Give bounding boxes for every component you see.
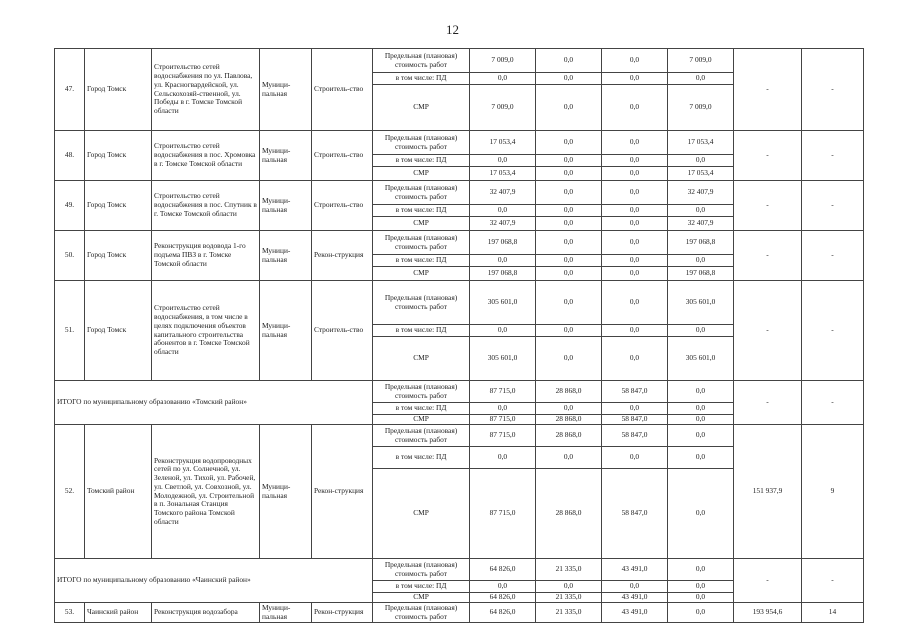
cost-label-smr: СМР (373, 337, 470, 381)
total-value: 7 009,0 (470, 49, 536, 73)
count-cell: 9 (802, 425, 864, 559)
pd-value: 0,0 (668, 73, 734, 85)
smr-value: 58 847,0 (602, 469, 668, 559)
power-cell: - (734, 381, 802, 425)
count-cell: - (802, 49, 864, 131)
cost-label-total: Предельная (плановая) стоимость работ (373, 131, 470, 155)
total-value: 305 601,0 (470, 281, 536, 325)
pd-value: 0,0 (668, 581, 734, 593)
pd-value: 0,0 (602, 73, 668, 85)
project-name-cell: Строительство сетей водоснабжения в пос. Хромовка в г. Томске Томской области (152, 131, 260, 181)
project-row (55, 231, 864, 255)
project-name-cell: Реконструкция водопроводных сетей по ул. Солнечной, ул. Зеленой, ул. Тихой, ул. Рабочей, ул. Светлой, ул. Совхозной, ул. Молодежной, ул. Строительной в п. Зональная Станция Томского района Томской области (152, 425, 260, 559)
pd-value: 0,0 (470, 73, 536, 85)
total-value: 0,0 (536, 49, 602, 73)
smr-value: 0,0 (668, 469, 734, 559)
pd-value: 0,0 (536, 155, 602, 167)
smr-value: 0,0 (602, 337, 668, 381)
itogo-label: ИТОГО по муниципальному образованию «Томский район» (55, 381, 373, 425)
cost-label-smr: СМР (373, 85, 470, 131)
pd-value: 0,0 (602, 581, 668, 593)
smr-value: 32 407,9 (470, 217, 536, 231)
work-type-cell: Рекон-струкция (312, 425, 373, 559)
total-value: 64 826,0 (470, 603, 536, 623)
total-value: 43 491,0 (602, 559, 668, 581)
total-value: 87 715,0 (470, 381, 536, 403)
pd-value: 0,0 (602, 403, 668, 415)
count-cell: - (802, 181, 864, 231)
smr-value: 0,0 (536, 267, 602, 281)
cost-label-total: Предельная (плановая) стоимость работ (373, 559, 470, 581)
pd-value: 0,0 (668, 447, 734, 469)
total-value: 0,0 (668, 559, 734, 581)
row-number: 48. (55, 131, 85, 181)
project-name-cell: Строительство сетей водоснабжения в пос. Спутник в г. Томске Томской области (152, 181, 260, 231)
total-value: 0,0 (668, 381, 734, 403)
count-cell: - (802, 381, 864, 425)
pd-value: 0,0 (470, 205, 536, 217)
row-number: 50. (55, 231, 85, 281)
total-value: 0,0 (668, 603, 734, 623)
cost-label-total: Предельная (плановая) стоимость работ (373, 281, 470, 325)
ownership-cell: Муници-пальная (260, 603, 312, 623)
municipality-cell: Город Томск (85, 281, 152, 381)
pd-value: 0,0 (602, 155, 668, 167)
count-cell: - (802, 559, 864, 603)
total-value: 0,0 (536, 181, 602, 205)
power-cell: - (734, 181, 802, 231)
power-cell: - (734, 131, 802, 181)
smr-value: 7 009,0 (668, 85, 734, 131)
pd-value: 0,0 (536, 205, 602, 217)
power-cell: - (734, 281, 802, 381)
total-value: 28 868,0 (536, 381, 602, 403)
municipality-cell: Город Томск (85, 131, 152, 181)
total-value: 43 491,0 (602, 603, 668, 623)
page-number: 12 (446, 22, 459, 37)
itogo-row (55, 559, 864, 581)
municipality-cell: Город Томск (85, 181, 152, 231)
project-name-cell: Реконструкция водовода 1-го подъема ПВЗ в г. Томске Томской области (152, 231, 260, 281)
ownership-cell: Муници-пальная (260, 231, 312, 281)
cost-label-smr: СМР (373, 415, 470, 425)
ownership-cell: Муници-пальная (260, 49, 312, 131)
ownership-cell: Муници-пальная (260, 425, 312, 559)
work-type-cell: Строитель-ство (312, 49, 373, 131)
pd-value: 0,0 (668, 403, 734, 415)
pd-value: 0,0 (536, 325, 602, 337)
project-row (55, 131, 864, 155)
total-value: 0,0 (536, 231, 602, 255)
pd-value: 0,0 (470, 155, 536, 167)
ownership-cell: Муници-пальная (260, 281, 312, 381)
smr-value: 197 068,8 (470, 267, 536, 281)
smr-value: 17 053,4 (470, 167, 536, 181)
power-cell: - (734, 231, 802, 281)
project-row (55, 425, 864, 447)
cost-label-total: Предельная (плановая) стоимость работ (373, 181, 470, 205)
total-value: 7 009,0 (668, 49, 734, 73)
power-cell: 151 937,9 (734, 425, 802, 559)
cost-label-pd: в том числе: ПД (373, 403, 470, 415)
cost-label-total: Предельная (плановая) стоимость работ (373, 231, 470, 255)
total-value: 0,0 (602, 231, 668, 255)
pd-value: 0,0 (536, 581, 602, 593)
total-value: 32 407,9 (470, 181, 536, 205)
cost-label-total: Предельная (плановая) стоимость работ (373, 425, 470, 447)
power-cell: - (734, 559, 802, 603)
cost-label-smr: СМР (373, 469, 470, 559)
smr-value: 0,0 (602, 167, 668, 181)
cost-label-pd: в том числе: ПД (373, 325, 470, 337)
row-number: 49. (55, 181, 85, 231)
smr-value: 87 715,0 (470, 469, 536, 559)
smr-value: 0,0 (668, 415, 734, 425)
power-cell: 193 954,6 (734, 603, 802, 623)
total-value: 28 868,0 (536, 425, 602, 447)
smr-value: 64 826,0 (470, 593, 536, 603)
work-type-cell: Рекон-струкция (312, 231, 373, 281)
pd-value: 0,0 (602, 447, 668, 469)
total-value: 21 335,0 (536, 559, 602, 581)
power-cell: - (734, 49, 802, 131)
count-cell: - (802, 131, 864, 181)
total-value: 197 068,8 (470, 231, 536, 255)
row-number: 47. (55, 49, 85, 131)
smr-value: 0,0 (536, 337, 602, 381)
pd-value: 0,0 (668, 155, 734, 167)
total-value: 0,0 (668, 425, 734, 447)
total-value: 0,0 (602, 181, 668, 205)
cost-label-pd: в том числе: ПД (373, 155, 470, 167)
total-value: 0,0 (536, 281, 602, 325)
work-type-cell: Строитель-ство (312, 131, 373, 181)
municipality-cell: Чаинский район (85, 603, 152, 623)
work-type-cell: Рекон-струкция (312, 603, 373, 623)
cost-label-total: Предельная (плановая) стоимость работ (373, 603, 470, 623)
pd-value: 0,0 (470, 255, 536, 267)
total-value: 17 053,4 (470, 131, 536, 155)
count-cell: - (802, 231, 864, 281)
smr-value: 43 491,0 (602, 593, 668, 603)
smr-value: 7 009,0 (470, 85, 536, 131)
smr-value: 0,0 (536, 85, 602, 131)
pd-value: 0,0 (668, 325, 734, 337)
smr-value: 197 068,8 (668, 267, 734, 281)
smr-value: 0,0 (602, 217, 668, 231)
ownership-cell: Муници-пальная (260, 131, 312, 181)
cost-label-smr: СМР (373, 593, 470, 603)
total-value: 17 053,4 (668, 131, 734, 155)
work-type-cell: Строитель-ство (312, 281, 373, 381)
total-value: 58 847,0 (602, 425, 668, 447)
pd-value: 0,0 (602, 255, 668, 267)
work-type-cell: Строитель-ство (312, 181, 373, 231)
project-name-cell: Строительство сетей водоснабжения по ул. Павлова, ул. Красногвардейской, ул. Сельскохозяй-ственной, ул. Победы в г. Томске Томской области (152, 49, 260, 131)
count-cell: 14 (802, 603, 864, 623)
smr-value: 0,0 (536, 217, 602, 231)
project-row (55, 603, 864, 623)
pd-value: 0,0 (536, 255, 602, 267)
smr-value: 87 715,0 (470, 415, 536, 425)
investment-program-table (54, 48, 864, 623)
cost-label-pd: в том числе: ПД (373, 205, 470, 217)
cost-label-smr: СМР (373, 267, 470, 281)
total-value: 21 335,0 (536, 603, 602, 623)
cost-label-pd: в том числе: ПД (373, 255, 470, 267)
cost-label-total: Предельная (плановая) стоимость работ (373, 49, 470, 73)
smr-value: 305 601,0 (470, 337, 536, 381)
count-cell: - (802, 281, 864, 381)
cost-label-pd: в том числе: ПД (373, 73, 470, 85)
pd-value: 0,0 (602, 205, 668, 217)
total-value: 58 847,0 (602, 381, 668, 403)
cost-label-smr: СМР (373, 167, 470, 181)
total-value: 305 601,0 (668, 281, 734, 325)
smr-value: 17 053,4 (668, 167, 734, 181)
smr-value: 0,0 (602, 85, 668, 131)
smr-value: 28 868,0 (536, 415, 602, 425)
row-number: 52. (55, 425, 85, 559)
pd-value: 0,0 (470, 325, 536, 337)
row-number: 53. (55, 603, 85, 623)
total-value: 87 715,0 (470, 425, 536, 447)
pd-value: 0,0 (602, 325, 668, 337)
municipality-cell: Город Томск (85, 231, 152, 281)
cost-label-smr: СМР (373, 217, 470, 231)
cost-label-pd: в том числе: ПД (373, 581, 470, 593)
total-value: 64 826,0 (470, 559, 536, 581)
pd-value: 0,0 (470, 447, 536, 469)
pd-value: 0,0 (470, 581, 536, 593)
pd-value: 0,0 (536, 73, 602, 85)
project-row (55, 281, 864, 325)
smr-value: 58 847,0 (602, 415, 668, 425)
municipality-cell: Город Томск (85, 49, 152, 131)
smr-value: 0,0 (668, 593, 734, 603)
pd-value: 0,0 (668, 255, 734, 267)
total-value: 0,0 (602, 281, 668, 325)
smr-value: 305 601,0 (668, 337, 734, 381)
ownership-cell: Муници-пальная (260, 181, 312, 231)
row-number: 51. (55, 281, 85, 381)
total-value: 0,0 (536, 131, 602, 155)
project-name-cell: Строительство сетей водоснабжения, в том числе в целях подключения объектов капитального строительства абонентов в г. Томске Томской области (152, 281, 260, 381)
itogo-label: ИТОГО по муниципальному образованию «Чаинский район» (55, 559, 373, 603)
project-name-cell: Реконструкция водозабора (152, 603, 260, 623)
itogo-row (55, 381, 864, 403)
total-value: 0,0 (602, 131, 668, 155)
pd-value: 0,0 (536, 447, 602, 469)
cost-label-pd: в том числе: ПД (373, 447, 470, 469)
total-value: 197 068,8 (668, 231, 734, 255)
smr-value: 0,0 (602, 267, 668, 281)
smr-value: 32 407,9 (668, 217, 734, 231)
project-row (55, 181, 864, 205)
pd-value: 0,0 (470, 403, 536, 415)
municipality-cell: Томский район (85, 425, 152, 559)
smr-value: 0,0 (536, 167, 602, 181)
smr-value: 28 868,0 (536, 469, 602, 559)
smr-value: 21 335,0 (536, 593, 602, 603)
cost-label-total: Предельная (плановая) стоимость работ (373, 381, 470, 403)
total-value: 32 407,9 (668, 181, 734, 205)
pd-value: 0,0 (668, 205, 734, 217)
total-value: 0,0 (602, 49, 668, 73)
pd-value: 0,0 (536, 403, 602, 415)
project-row (55, 49, 864, 73)
